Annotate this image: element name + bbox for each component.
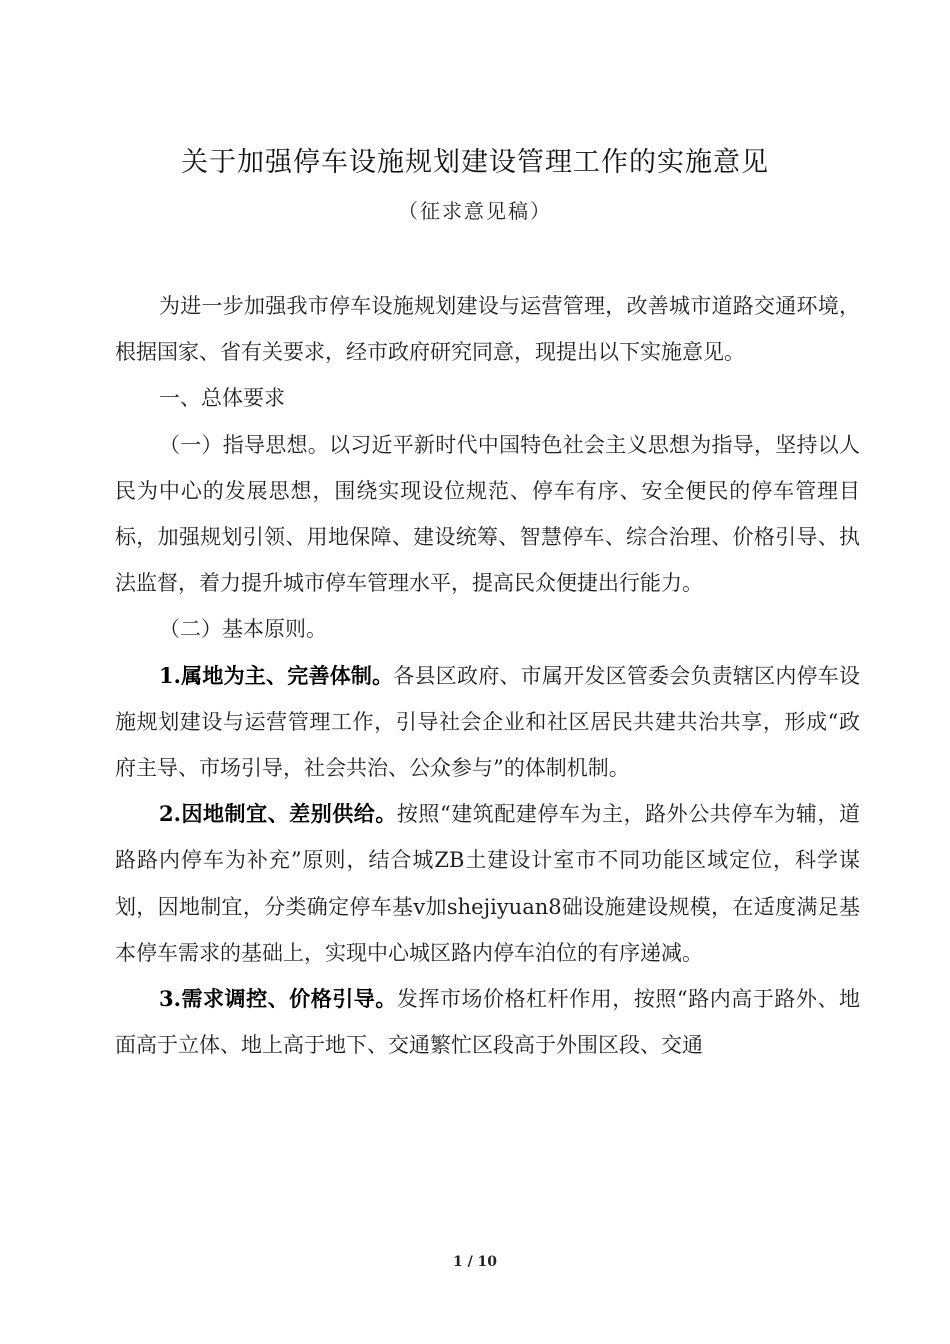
section-heading-overall: 一、总体要求 — [159, 386, 285, 411]
guiding-paragraph — [115, 422, 860, 607]
page-number: 1 / 10 — [452, 1254, 498, 1270]
principle-1-text: 各县区政府、市属开发区管委会负责辖区内停车设施规划建设与运营管理工作，引导社会企业和社区居民共建共治共享，形成“政府主导、市场引导，社会共治、公众参与”的体制机制。 — [115, 663, 860, 781]
principle-2-paragraph — [115, 791, 860, 976]
principle-3-paragraph — [115, 976, 860, 1068]
document-title: 关于加强停车设施规划建设管理工作的实施意见 — [181, 147, 769, 178]
principle-1-paragraph — [115, 653, 860, 792]
document-subtitle: （征求意见稿） — [398, 199, 552, 223]
intro-paragraph: 为进一步加强我市停车设施规划建设与运营管理，改善城市道路交通环境，根据国家、省有关要求，经市政府研究同意，现提出以下实施意见。 — [115, 294, 860, 365]
document-body — [115, 283, 860, 1068]
guiding-label: （一）指导思想。 — [159, 432, 329, 457]
principle-3-label: 3.需求调控、价格引导。 — [159, 986, 397, 1012]
principle-1-label: 1.属地为主、完善体制。 — [159, 662, 394, 688]
principles-heading: （二）基本原则。 — [159, 617, 327, 642]
guiding-text: 以习近平新时代中国特色社会主义思想为指导，坚持以人民为中心的发展思想，围绕实现设位规范、停车有序、安全便民的停车管理目标，加强规划引领、用地保障、建设统筹、智慧停车、综合治理、价格引导、执法监督，着力提升城市停车管理水平，提高民众便捷出行能力。 — [115, 432, 860, 596]
principle-2-text: 按照“建筑配建停车为主，路外公共停车为辅，道路路内停车为补充”原则，结合城ZB土建设计室市不同功能区域定位，科学谋划，因地制宜，分类确定停车基v加shejiyuan8础设施建设规模，在适度满足基本停车需求的基础上，实现中心城区路内停车泊位的有序递减。 — [115, 802, 860, 965]
principle-3-text: 发挥市场价格杠杆作用，按照“路内高于路外、地面高于立体、地上高于地下、交通繁忙区段高于外围区段、交通 — [115, 987, 860, 1058]
principle-2-label: 2.因地制宜、差别供给。 — [159, 801, 397, 827]
